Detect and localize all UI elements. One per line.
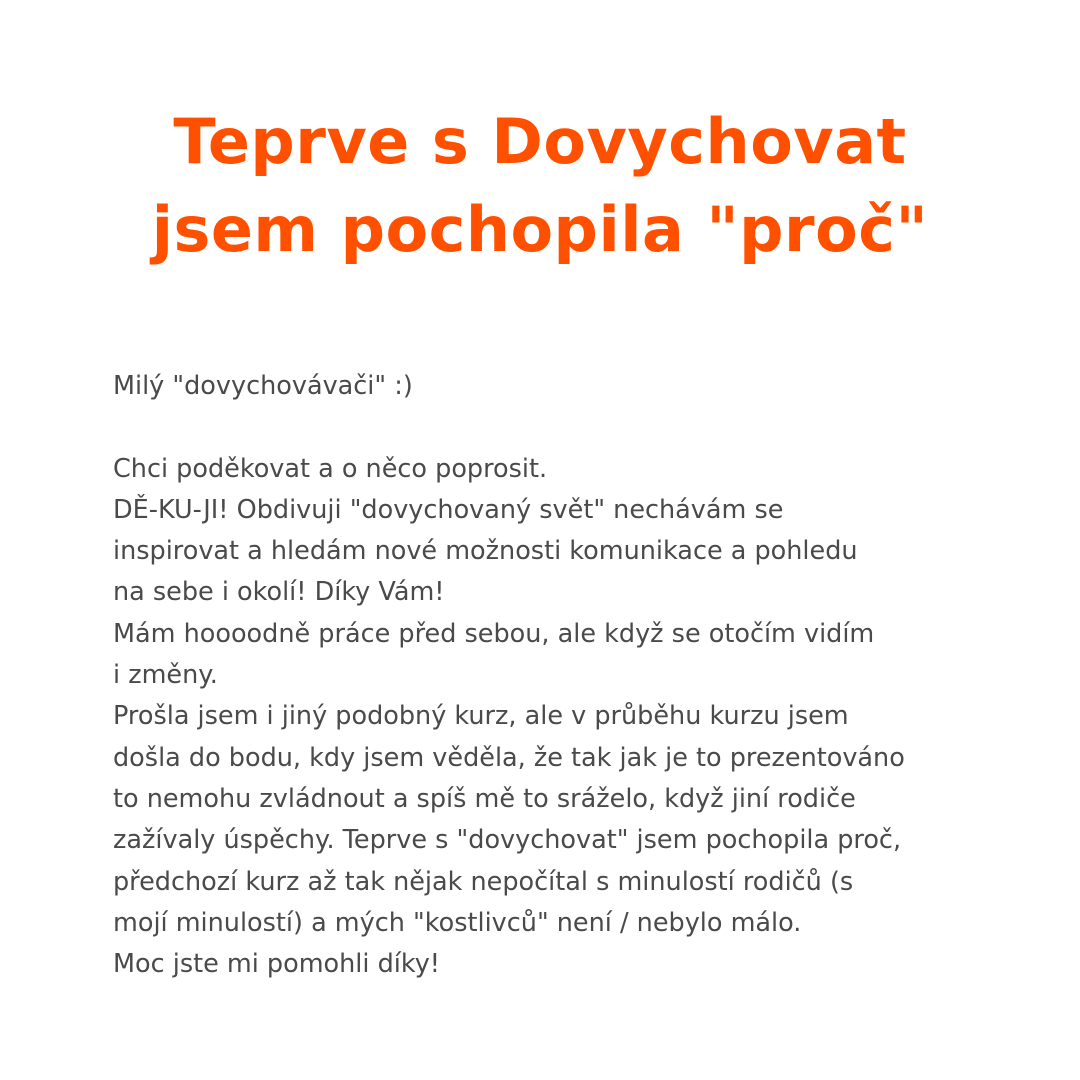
- message-line: na sebe i okolí! Díky Vám!: [113, 577, 445, 608]
- message-line: došla do bodu, kdy jsem věděla, že tak jak je to prezentováno: [113, 742, 905, 773]
- message-line: Moc jste mi pomohli díky!: [113, 949, 441, 980]
- message-line: předchozí kurz až tak nějak nepočítal s minulostí rodičů (s: [113, 866, 854, 897]
- message-line: Prošla jsem i jiný podobný kurz, ale v průběhu kurzu jsem: [113, 701, 849, 732]
- greeting: Milý "dovychovávači" :): [113, 371, 413, 401]
- message-line: mojí minulostí) a mých "kostlivců" není / nebylo málo.: [113, 907, 802, 938]
- message-line: inspirovat a hledám nové možnosti komunikace a pohledu: [113, 536, 858, 567]
- message-line: i změny.: [113, 660, 218, 691]
- message-line: to nemohu zvládnout a spíš mě to sráželo, když jiní rodiče: [113, 783, 856, 814]
- blank-line: [113, 407, 993, 448]
- message-line: DĚ-KU-JI! Obdivuji "dovychovaný svět" nechávám se: [113, 494, 784, 525]
- message-line: Chci poděkovat a o něco poprosit.: [113, 453, 548, 484]
- message-line: zažívaly úspěchy. Teprve s "dovychovat" jsem pochopila proč,: [113, 825, 902, 856]
- title-line-1: Teprve s Dovychovat: [173, 105, 907, 178]
- page-title: [0, 98, 1080, 274]
- title-line-2: jsem pochopila "proč": [151, 193, 929, 266]
- testimonial-text: [113, 366, 993, 985]
- message-line: Mám hoooodně práce před sebou, ale když se otočím vidím: [113, 618, 875, 649]
